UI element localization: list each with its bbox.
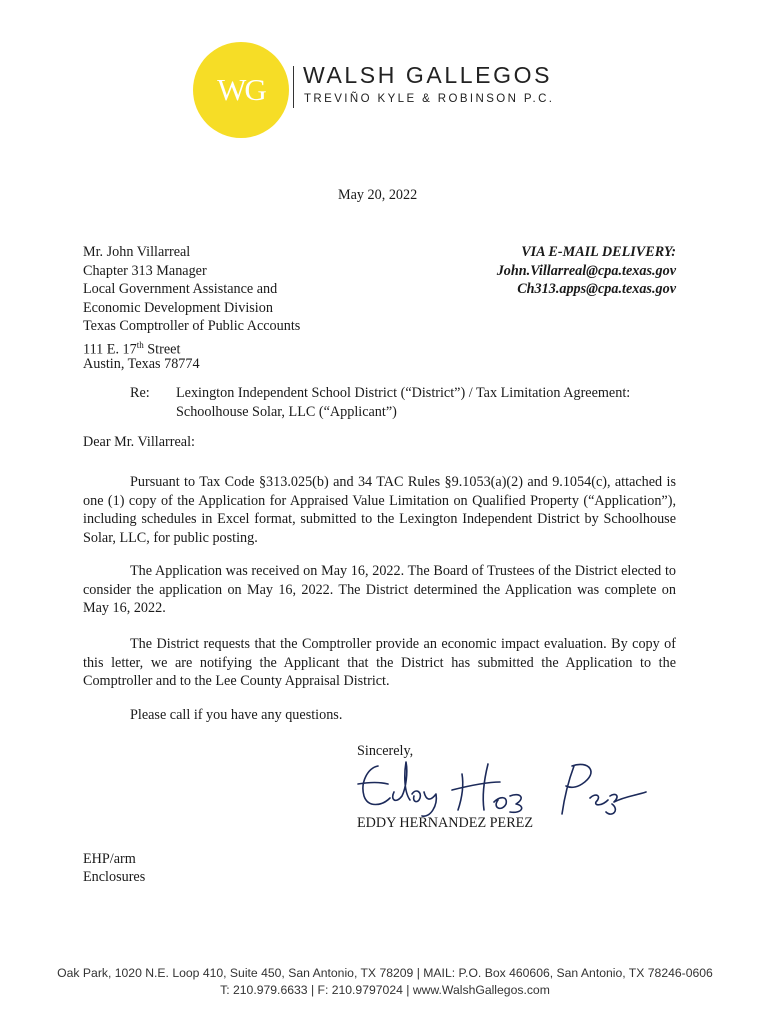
valediction: Sincerely, [357,743,414,759]
signer-name: EDDY HERNANDEZ PEREZ [357,815,534,831]
body-paragraph-2: The Application was received on May 16, 2022. The Board of Trustees of the District elected to consider the application on May 16, 2022. The District determined the Application was complete on May 16, 2022. [83,563,676,617]
recipient-title: Chapter 313 Manager [83,262,207,279]
body-paragraph-4: Please call if you have any questions. [130,707,343,723]
re-label: Re: [130,385,150,401]
logo-monogram: WG [217,72,265,107]
delivery-email-2[interactable]: Ch313.apps@cpa.texas.gov [517,281,676,298]
firm-name: WALSH GALLEGOS [303,62,553,88]
firm-subtitle: TREVIÑO KYLE & ROBINSON P.C. [304,93,555,105]
recipient-address [83,243,300,373]
recipient-dept-line1: Local Government Assistance and [83,281,278,298]
recipient-street: 111 E. 17th Street [83,339,181,358]
delivery-block [497,243,676,299]
recipient-agency: Texas Comptroller of Public Accounts [83,318,301,335]
re-line-2: Schoolhouse Solar, LLC (“Applicant”) [176,403,397,420]
handwritten-signature [350,752,660,822]
re-subject [176,384,630,421]
delivery-method: VIA E-MAIL DELIVERY: [521,244,676,260]
letter-date: May 20, 2022 [338,187,418,203]
typist-initials: EHP/arm [83,851,136,867]
enclosures-note: Enclosures [83,869,146,885]
letterhead-divider [293,66,294,108]
delivery-email-1[interactable]: John.Villarreal@cpa.texas.gov [496,262,676,279]
re-line-1: Lexington Independent School District (“District”) / Tax Limitation Agreement: [176,385,631,401]
firm-logo [193,42,289,138]
recipient-city: Austin, Texas 78774 [83,355,200,372]
body-paragraph-1: Pursuant to Tax Code §313.025(b) and 34 TAC Rules §9.1053(a)(2) and 9.1054(c), attached is one (1) copy of the Application for Appraised Value Limitation on Qualified Property (“Application”), including schedules in Excel format, submitted to the Lexington Independent District by Schoolhouse Solar, LLC, for public posting. [83,474,676,546]
recipient-name: Mr. John Villarreal [83,244,191,260]
footer-address: Oak Park, 1020 N.E. Loop 410, Suite 450, San Antonio, TX 78209 | MAIL: P.O. Box 460606, San Antonio, TX 78246-0606 [57,966,713,980]
recipient-dept-line2: Economic Development Division [83,299,273,316]
footer-contact: T: 210.979.6633 | F: 210.9797024 | www.WalshGallegos.com [220,983,550,997]
salutation: Dear Mr. Villarreal: [83,434,195,450]
body-paragraph-3: The District requests that the Comptroller provide an economic impact evaluation. By copy of this letter, we are notifying the Applicant that the District has submitted the Application to the Comptroller and to the Lee County Appraisal District. [83,636,676,690]
